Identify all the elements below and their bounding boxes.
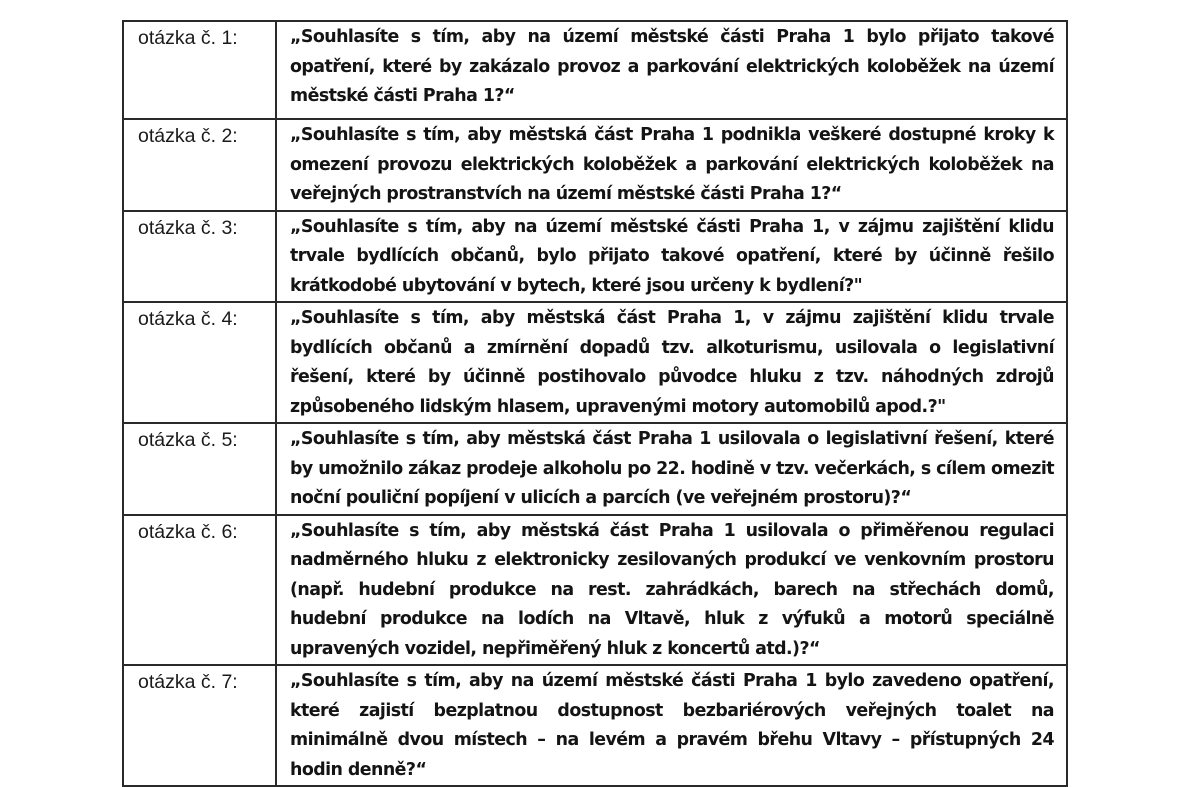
- question-text: „Souhlasíte s tím, aby městská část Praha 1 usilovala o legislativní řešení, které by umožnilo zákaz prodeje alkoholu po 22. hodině v tzv. večerkách, s cílem omezit noční pouliční popíjení v ulicích a parcích (ve veřejném prostoru)?“: [276, 423, 1067, 515]
- question-row-2: [123, 119, 1067, 211]
- question-text: „Souhlasíte s tím, aby na území městské části Praha 1, v zájmu zajištění klidu trvale bydlících občanů, bylo přijato takové opatření, které by účinně řešilo krátkodobé ubytování v bytech, které jsou určeny k bydlení?": [276, 211, 1067, 303]
- referendum-questions-table: [122, 20, 1068, 787]
- question-row-1: [123, 21, 1067, 119]
- question-text: „Souhlasíte s tím, aby městská část Praha 1 podnikla veškeré dostupné kroky k omezení provozu elektrických koloběžek a parkování elektrických koloběžek na veřejných prostranstvích na území městské části Praha 1?“: [276, 119, 1067, 211]
- question-label: otázka č. 2:: [123, 119, 276, 211]
- question-label: otázka č. 1:: [123, 21, 276, 119]
- question-label: otázka č. 4:: [123, 302, 276, 423]
- question-label: otázka č. 7:: [123, 665, 276, 786]
- question-text: „Souhlasíte s tím, aby městská část Praha 1, v zájmu zajištění klidu trvale bydlících občanů a zmírnění dopadů tzv. alkoturismu, usilovala o legislativní řešení, které by účinně postihovalo původce hluku z tzv. náhodných zdrojů způsobeného lidským hlasem, upravenými motory automobilů apod.?": [276, 302, 1067, 423]
- question-row-6: [123, 515, 1067, 666]
- question-row-3: [123, 211, 1067, 303]
- question-label: otázka č. 5:: [123, 423, 276, 515]
- question-label: otázka č. 6:: [123, 515, 276, 666]
- question-text: „Souhlasíte s tím, aby na území městské části Praha 1 bylo zavedeno opatření, které zajistí bezplatnou dostupnost bezbariérových veřejných toalet na minimálně dvou místech – na levém a pravém břehu Vltavy – přístupných 24 hodin denně?“: [276, 665, 1067, 786]
- question-row-7: [123, 665, 1067, 786]
- question-text: „Souhlasíte s tím, aby městská část Praha 1 usilovala o přiměřenou regulaci nadměrného hluku z elektronicky zesilovaných produkcí ve venkovním prostoru (např. hudební produkce na rest. zahrádkách, barech na střechách domů, hudební produkce na lodích na Vltavě, hluk z výfuků a motorů speciálně upravených vozidel, nepřiměřený hluk z koncertů atd.)?“: [276, 515, 1067, 666]
- question-label: otázka č. 3:: [123, 211, 276, 303]
- question-row-4: [123, 302, 1067, 423]
- question-row-5: [123, 423, 1067, 515]
- question-text: „Souhlasíte s tím, aby na území městské části Praha 1 bylo přijato takové opatření, které by zakázalo provoz a parkování elektrických koloběžek na území městské části Praha 1?“: [276, 21, 1067, 119]
